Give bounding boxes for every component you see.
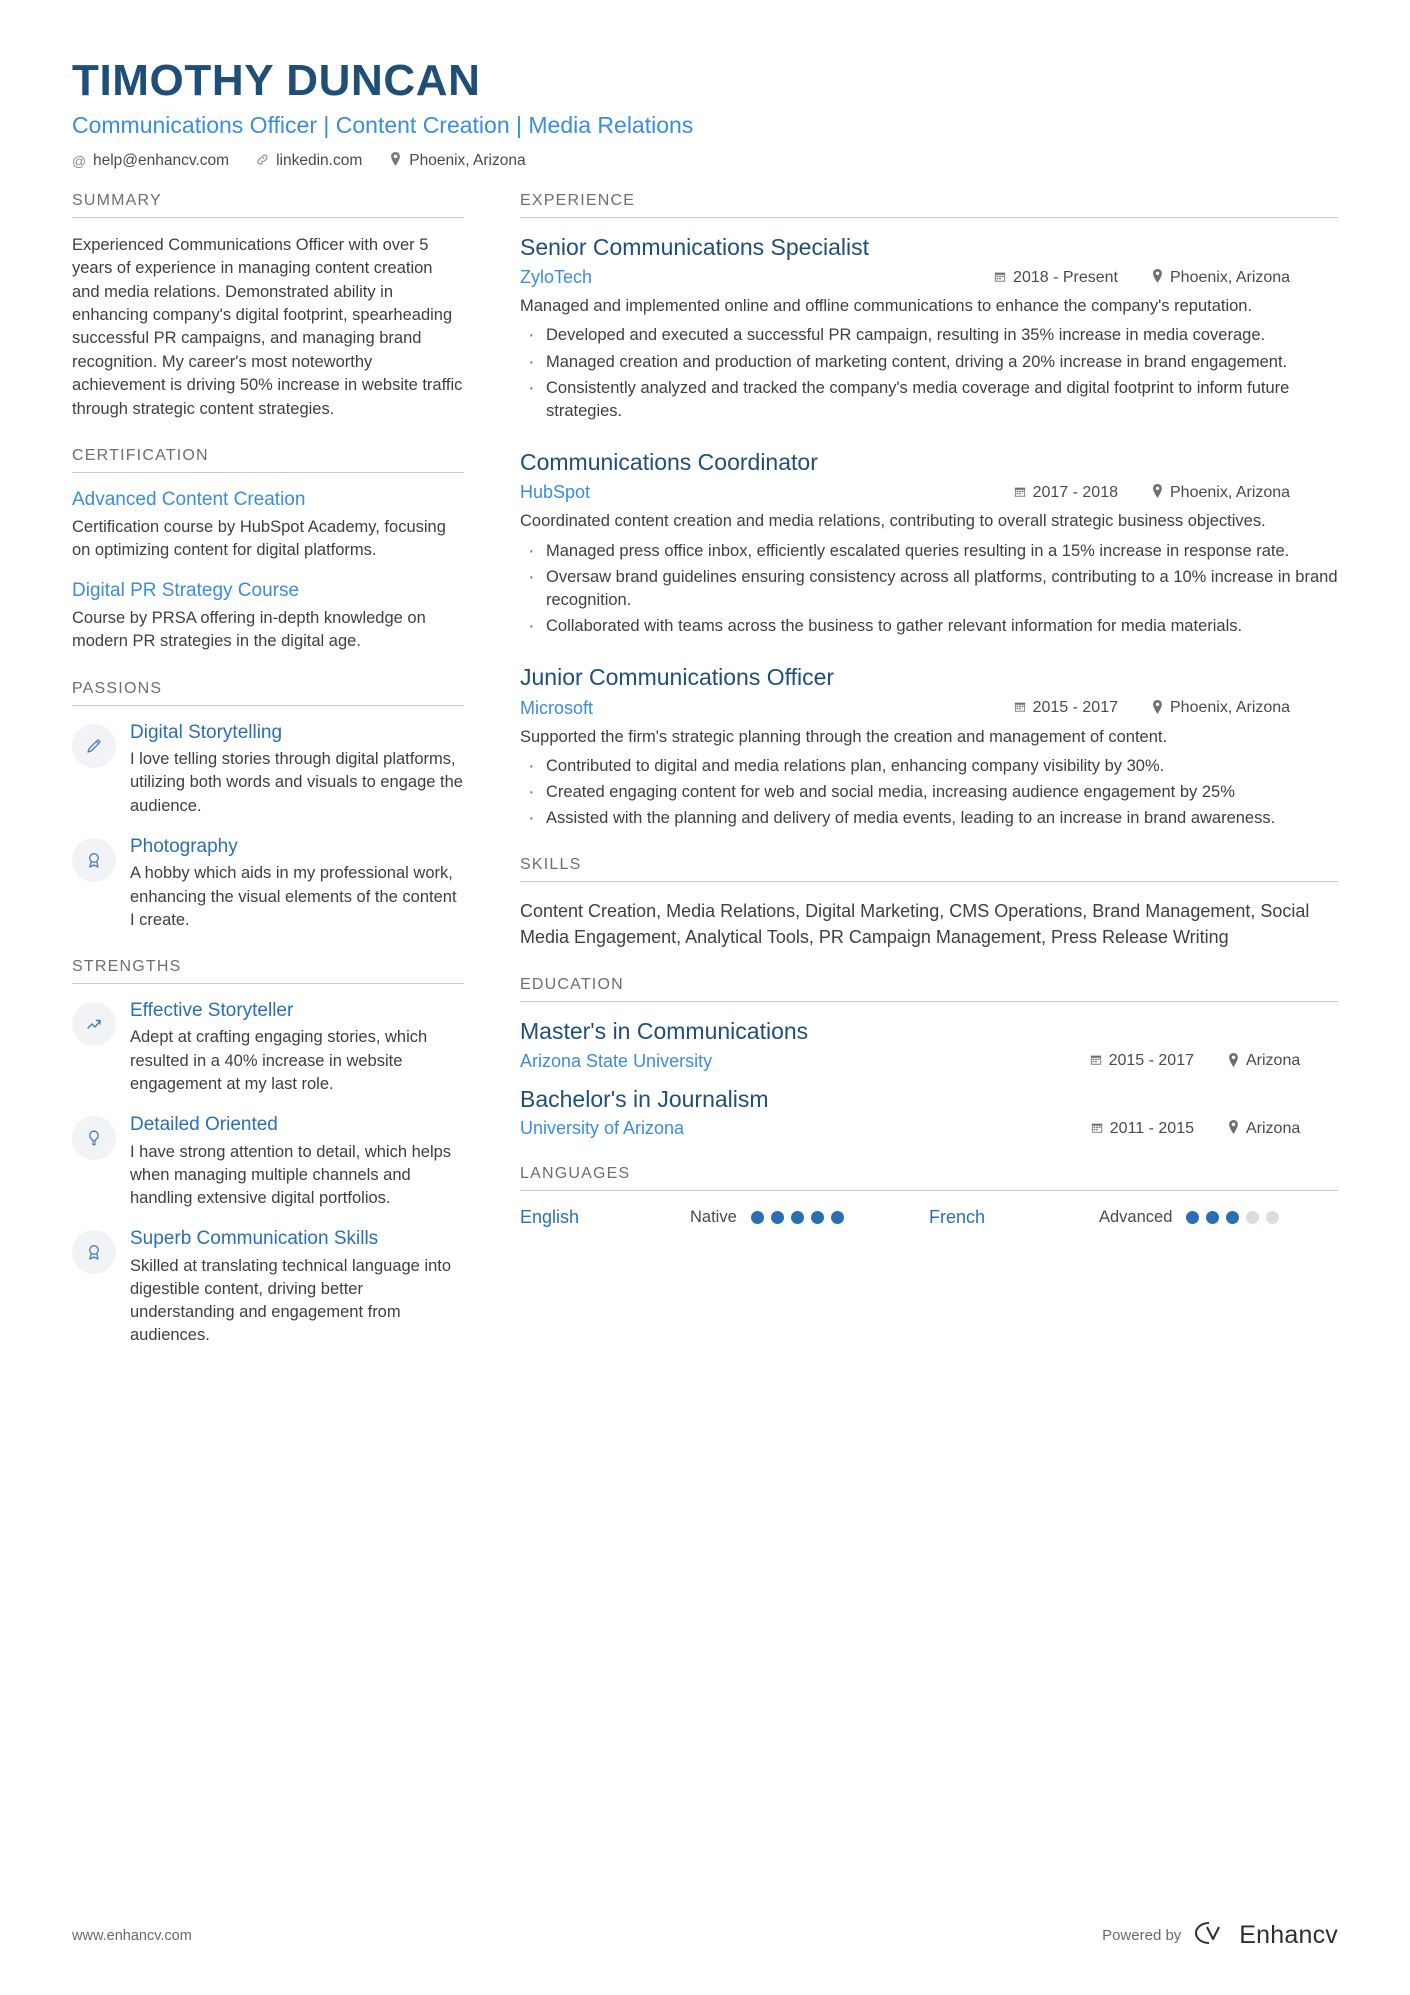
strength-item (72, 1114, 464, 1210)
education-item (520, 1086, 1338, 1140)
pen-icon (72, 724, 116, 768)
education-school[interactable]: Arizona State University (520, 1050, 713, 1071)
passion-name: Photography (130, 835, 238, 857)
location-pin-icon (1152, 700, 1163, 717)
calendar-icon (994, 270, 1006, 286)
rating-dot (1186, 1211, 1199, 1224)
passion-description: I love telling stories through digital platforms, utilizing both words and visuals to engage the audience. (130, 750, 463, 815)
job-bullet: · Assisted with the planning and delivery of media events, leading to an increase in brand awareness. (520, 807, 1338, 830)
rating-dot (1266, 1211, 1279, 1224)
location-pin-icon (388, 152, 402, 169)
certification-name: Digital PR Strategy Course (72, 580, 300, 602)
page-footer (72, 1920, 1338, 1951)
job-location (1152, 484, 1338, 502)
badge-icon (72, 1230, 116, 1274)
job-role: Senior Communications Specialist (520, 233, 869, 260)
job-dates (1014, 699, 1118, 717)
calendar-icon (1014, 700, 1026, 716)
job-summary: Supported the firm's strategic planning through the creation and management of content. (520, 727, 1168, 746)
headline: Communications Officer | Content Creation | Media Relations (72, 112, 694, 139)
rating-dot (1226, 1211, 1239, 1224)
badge-icon (72, 838, 116, 882)
experience-item (520, 234, 1338, 423)
section-experience (520, 192, 1338, 830)
passion-item (72, 836, 464, 932)
job-company[interactable]: ZyloTech (520, 267, 593, 288)
experience-item (520, 449, 1338, 638)
job-bullet: · Collaborated with teams across the business to gather relevant information for media materials. (520, 615, 1338, 638)
job-bullets (520, 324, 1338, 422)
job-bullet: · Created engaging content for web and social media, increasing audience engagement by 25% (520, 781, 1338, 804)
section-title-education: EDUCATION (520, 976, 1338, 1002)
job-bullet: · Managed press office inbox, efficiently escalated queries resulting in a 15% increase in response rate. (520, 540, 1338, 563)
section-passions (72, 680, 464, 932)
job-role: Junior Communications Officer (520, 663, 835, 690)
strength-name: Detailed Oriented (130, 1113, 278, 1135)
strength-description: Adept at crafting engaging stories, which resulted in a 40% increase in website engagement at my last role. (130, 1028, 428, 1093)
powered-by-label: Powered by (1102, 1927, 1182, 1944)
strength-name: Effective Storyteller (130, 999, 294, 1021)
certification-item (72, 489, 464, 562)
job-dates-text: 2017 - 2018 (1032, 483, 1118, 501)
contact-linkedin-text: linkedin.com (276, 151, 363, 169)
job-location (1152, 269, 1338, 287)
language-rating (751, 1211, 844, 1224)
section-title-strengths: STRENGTHS (72, 958, 464, 984)
job-summary: Managed and implemented online and offline communications to enhance the company's reputation. (520, 297, 1253, 316)
location-pin-icon (1152, 484, 1163, 501)
strength-item (72, 1000, 464, 1096)
rating-dot (811, 1211, 824, 1224)
strength-item (72, 1228, 464, 1347)
section-languages (520, 1165, 1338, 1228)
rating-dot (1206, 1211, 1219, 1224)
education-item (520, 1018, 1338, 1072)
strength-description: I have strong attention to detail, which helps when managing multiple channels and handling extensive digital portfolios. (130, 1142, 452, 1207)
job-company[interactable]: HubSpot (520, 482, 591, 503)
passion-description: A hobby which aids in my professional work, enhancing the visual elements of the content I create. (130, 864, 457, 929)
language-item-english (520, 1207, 929, 1228)
education-degree: Bachelor's in Journalism (520, 1085, 769, 1112)
language-name: French (929, 1207, 986, 1228)
job-bullets (520, 755, 1338, 830)
certification-name: Advanced Content Creation (72, 489, 306, 511)
section-title-passions: PASSIONS (72, 680, 464, 706)
education-dates-text: 2015 - 2017 (1108, 1052, 1194, 1070)
languages-row (520, 1207, 1338, 1228)
passion-item (72, 722, 464, 818)
experience-item (520, 664, 1338, 830)
strength-description: Skilled at translating technical language into digestible content, driving better understanding and engagement from audiences. (130, 1256, 452, 1344)
rating-dot (831, 1211, 844, 1224)
job-dates (1014, 484, 1118, 502)
education-dates (1091, 1120, 1194, 1138)
education-school[interactable]: University of Arizona (520, 1118, 685, 1139)
contact-location (388, 152, 525, 170)
section-title-languages: LANGUAGES (520, 1165, 1338, 1191)
job-bullet: · Contributed to digital and media relations plan, enhancing company visibility by 30%. (520, 755, 1338, 778)
rating-dot (771, 1211, 784, 1224)
footer-brand (1102, 1920, 1338, 1951)
calendar-icon (1090, 1053, 1102, 1069)
rating-dot (791, 1211, 804, 1224)
lightbulb-icon (72, 1116, 116, 1160)
certification-item (72, 580, 464, 653)
page-title: TIMOTHY DUNCAN (72, 56, 481, 105)
section-certification (72, 447, 464, 653)
job-location-text: Phoenix, Arizona (1170, 699, 1291, 716)
contact-email-text: help@enhancv.com (93, 151, 230, 169)
education-dates (1090, 1052, 1194, 1070)
certification-description: Course by PRSA offering in-depth knowledge on modern PR strategies in the digital age. (72, 609, 426, 651)
rating-dot (1246, 1211, 1259, 1224)
language-item-french (929, 1207, 1338, 1228)
job-dates (994, 269, 1118, 287)
job-role: Communications Coordinator (520, 448, 818, 475)
job-company[interactable]: Microsoft (520, 697, 594, 718)
left-column (72, 192, 464, 1373)
job-dates-text: 2015 - 2017 (1032, 699, 1118, 716)
education-location (1228, 1120, 1338, 1138)
location-pin-icon (1228, 1120, 1239, 1137)
language-level: Advanced (1099, 1208, 1173, 1227)
brand-name: Enhancv (1239, 1921, 1338, 1949)
chart-up-icon (72, 1002, 116, 1046)
footer-url[interactable]: www.enhancv.com (72, 1927, 192, 1944)
job-location-text: Phoenix, Arizona (1170, 483, 1291, 501)
language-level: Native (690, 1208, 737, 1227)
section-summary (72, 192, 464, 421)
at-icon: @ (72, 152, 87, 169)
language-name: English (520, 1207, 580, 1228)
section-title-skills: SKILLS (520, 856, 1338, 882)
language-rating (1186, 1211, 1279, 1224)
contact-row (72, 152, 1338, 170)
contact-email[interactable] (72, 152, 229, 170)
calendar-icon (1014, 485, 1026, 501)
contact-linkedin[interactable] (255, 152, 362, 170)
enhancv-logo-icon (1193, 1920, 1227, 1951)
location-pin-icon (1152, 269, 1163, 286)
job-bullet: · Managed creation and production of marketing content, driving a 20% increase in brand engagement. (520, 351, 1338, 374)
section-title-certification: CERTIFICATION (72, 447, 464, 473)
education-location-text: Arizona (1246, 1052, 1301, 1070)
section-skills (520, 856, 1338, 950)
job-dates-text: 2018 - Present (1013, 268, 1118, 286)
summary-text: Experienced Communications Officer with over 5 years of experience in managing content creation and media relations. Demonstrated ability in enhancing company's digital footprint, spearheading successful PR campaigns, and managing brand recognition. My career's most noteworthy achievement is driving 50% increase in website traffic through strategic content strategies. (72, 235, 463, 418)
link-icon (255, 153, 269, 169)
right-column (520, 192, 1338, 1254)
job-summary: Coordinated content creation and media relations, contributing to overall strategic business objectives. (520, 512, 1266, 531)
resume-header (72, 58, 1338, 170)
calendar-icon (1091, 1121, 1103, 1137)
job-bullet: · Consistently analyzed and tracked the company's media coverage and digital footprint to inform future strategies. (520, 377, 1338, 423)
passion-name: Digital Storytelling (130, 721, 283, 743)
education-degree: Master's in Communications (520, 1018, 809, 1045)
education-location (1228, 1052, 1338, 1070)
section-title-summary: SUMMARY (72, 192, 464, 218)
rating-dot (751, 1211, 764, 1224)
strength-name: Superb Communication Skills (130, 1227, 379, 1249)
skills-text: Content Creation, Media Relations, Digital Marketing, CMS Operations, Brand Management, Social Media Engagement, Analytical Tools, PR Campaign Management, Press Release Writing (520, 900, 1310, 947)
job-bullets (520, 540, 1338, 638)
job-bullet: · Oversaw brand guidelines ensuring consistency across all platforms, contributing to a 10% increase in brand recognition. (520, 566, 1338, 612)
job-location (1152, 699, 1338, 717)
education-dates-text: 2011 - 2015 (1109, 1119, 1194, 1137)
job-bullet: · Developed and executed a successful PR campaign, resulting in 35% increase in media coverage. (520, 324, 1338, 347)
section-education (520, 976, 1338, 1139)
certification-description: Certification course by HubSpot Academy, focusing on optimizing content for digital platforms. (72, 518, 446, 560)
job-location-text: Phoenix, Arizona (1170, 268, 1291, 286)
location-pin-icon (1228, 1053, 1239, 1070)
education-location-text: Arizona (1246, 1119, 1301, 1137)
section-title-experience: EXPERIENCE (520, 192, 1338, 218)
section-strengths (72, 958, 464, 1347)
contact-location-text: Phoenix, Arizona (409, 151, 526, 169)
